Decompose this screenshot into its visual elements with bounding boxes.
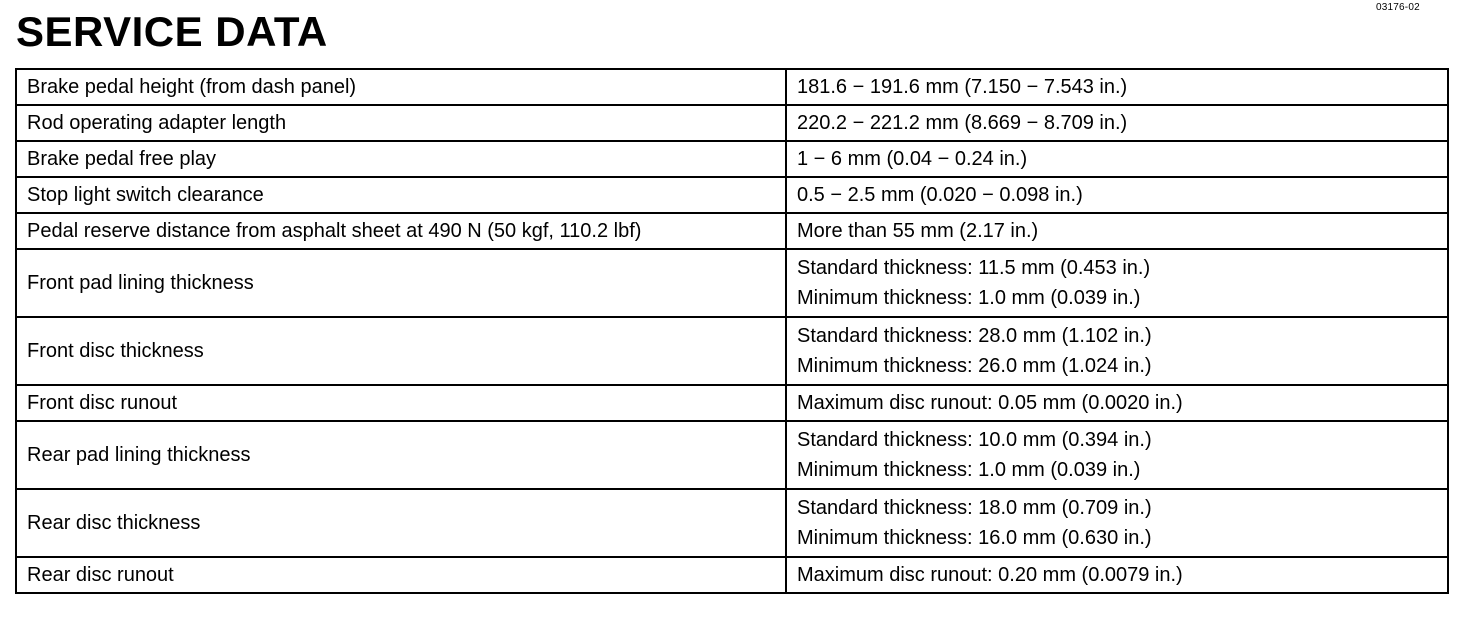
spec-value-cell bbox=[786, 177, 1448, 213]
spec-item-cell: Pedal reserve distance from asphalt sheet at 490 N (50 kgf, 110.2 lbf) bbox=[16, 213, 786, 249]
spec-item-cell: Rear disc runout bbox=[16, 557, 786, 593]
spec-value-cell bbox=[786, 249, 1448, 317]
table-row bbox=[16, 557, 1448, 593]
spec-value-line: Standard thickness: 18.0 mm (0.709 in.) bbox=[797, 497, 1152, 519]
page-title: SERVICE DATA bbox=[16, 8, 328, 55]
table-row bbox=[16, 105, 1448, 141]
spec-value-cell bbox=[786, 69, 1448, 105]
spec-value-line: Standard thickness: 10.0 mm (0.394 in.) bbox=[797, 429, 1152, 451]
spec-value-line: Standard thickness: 28.0 mm (1.102 in.) bbox=[797, 325, 1152, 347]
table-row bbox=[16, 317, 1448, 385]
spec-value-cell bbox=[786, 141, 1448, 177]
spec-value-line: Minimum thickness: 1.0 mm (0.039 in.) bbox=[797, 287, 1141, 309]
spec-value-line: Minimum thickness: 1.0 mm (0.039 in.) bbox=[797, 459, 1141, 481]
spec-value-line: 0.5 − 2.5 mm (0.020 − 0.098 in.) bbox=[797, 184, 1083, 206]
spec-item-cell: Rear pad lining thickness bbox=[16, 421, 786, 489]
table-row bbox=[16, 177, 1448, 213]
document-code: 03176-02 bbox=[1376, 2, 1420, 13]
spec-value-cell bbox=[786, 317, 1448, 385]
spec-item-cell: Front disc runout bbox=[16, 385, 786, 421]
spec-value-cell bbox=[786, 385, 1448, 421]
spec-item-cell: Front pad lining thickness bbox=[16, 249, 786, 317]
table-row bbox=[16, 141, 1448, 177]
spec-item-cell: Rod operating adapter length bbox=[16, 105, 786, 141]
spec-value-line: 220.2 − 221.2 mm (8.669 − 8.709 in.) bbox=[797, 112, 1128, 134]
spec-value-line: Minimum thickness: 16.0 mm (0.630 in.) bbox=[797, 527, 1152, 549]
table-row bbox=[16, 213, 1448, 249]
table-row bbox=[16, 421, 1448, 489]
table-row bbox=[16, 489, 1448, 557]
table-row bbox=[16, 249, 1448, 317]
spec-value-line: Standard thickness: 11.5 mm (0.453 in.) bbox=[797, 257, 1151, 279]
spec-value-line: Minimum thickness: 26.0 mm (1.024 in.) bbox=[797, 355, 1152, 377]
spec-item-cell: Rear disc thickness bbox=[16, 489, 786, 557]
spec-value-line: Maximum disc runout: 0.05 mm (0.0020 in.) bbox=[797, 392, 1183, 414]
service-data-table-body bbox=[16, 69, 1448, 593]
spec-value-cell bbox=[786, 421, 1448, 489]
service-data-table bbox=[15, 68, 1449, 594]
table-row bbox=[16, 385, 1448, 421]
spec-value-cell bbox=[786, 105, 1448, 141]
spec-value-line: 181.6 − 191.6 mm (7.150 − 7.543 in.) bbox=[797, 76, 1128, 98]
spec-value-cell bbox=[786, 557, 1448, 593]
spec-item-cell: Brake pedal height (from dash panel) bbox=[16, 69, 786, 105]
spec-value-cell bbox=[786, 489, 1448, 557]
spec-value-line: Maximum disc runout: 0.20 mm (0.0079 in.) bbox=[797, 564, 1183, 586]
spec-item-cell: Front disc thickness bbox=[16, 317, 786, 385]
spec-item-cell: Brake pedal free play bbox=[16, 141, 786, 177]
spec-value-line: More than 55 mm (2.17 in.) bbox=[797, 220, 1039, 242]
spec-value-line: 1 − 6 mm (0.04 − 0.24 in.) bbox=[797, 148, 1028, 170]
table-row bbox=[16, 69, 1448, 105]
spec-value-cell bbox=[786, 213, 1448, 249]
spec-item-cell: Stop light switch clearance bbox=[16, 177, 786, 213]
